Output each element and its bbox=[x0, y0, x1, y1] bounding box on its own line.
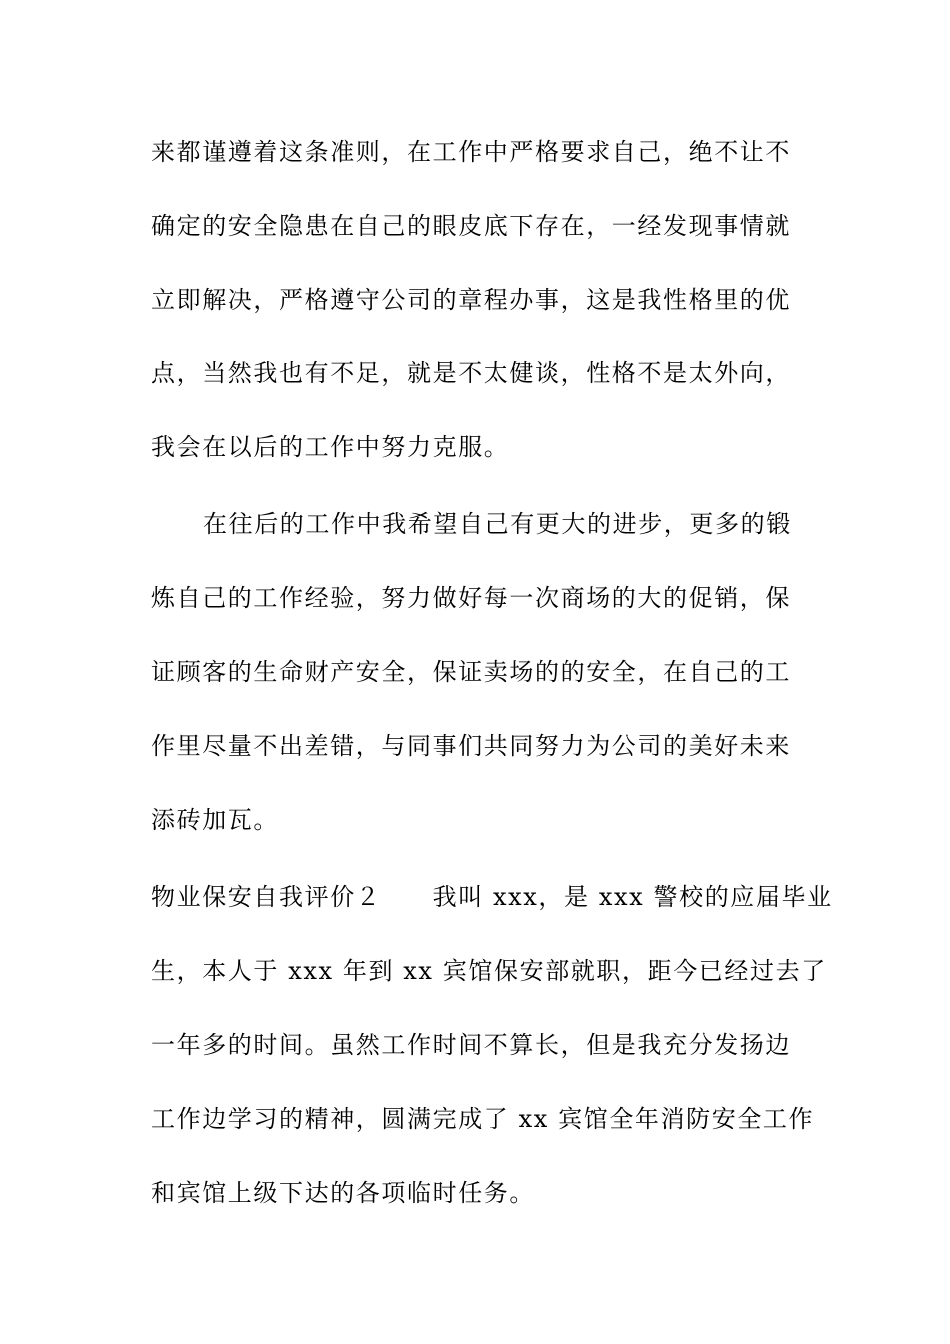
text-line: 炼自己的工作经验，努力做好每一次商场的大的促销，保 bbox=[151, 584, 791, 612]
text-line: 来都谨遵着这条准则，在工作中严格要求自己，绝不让不 bbox=[151, 138, 791, 166]
text-line: 工作边学习的精神，圆满完成了 xx 宾馆全年消防安全工作 bbox=[151, 1105, 815, 1133]
text-line: 添砖加瓦。 bbox=[151, 806, 279, 834]
text-line: 我会在以后的工作中努力克服。 bbox=[151, 433, 510, 461]
text-line: 立即解决，严格遵守公司的章程办事，这是我性格里的优 bbox=[151, 286, 791, 314]
text-line: 一年多的时间。虽然工作时间不算长，但是我充分发扬边 bbox=[151, 1031, 791, 1059]
text-line: 点，当然我也有不足，就是不太健谈，性格不是太外向， bbox=[151, 359, 791, 387]
text-line: 确定的安全隐患在自己的眼皮底下存在，一经发现事情就 bbox=[151, 212, 791, 240]
text-line: 证顾客的生命财产安全，保证卖场的的安全，在自己的工 bbox=[151, 658, 791, 686]
text-line: 生，本人于 xxx 年到 xx 宾馆保安部就职，距今已经过去了 bbox=[151, 957, 827, 985]
text-line-indented: 在往后的工作中我希望自己有更大的进步，更多的锻 bbox=[203, 510, 792, 538]
text-line: 和宾馆上级下达的各项临时任务。 bbox=[151, 1179, 535, 1207]
text-line: 物业保安自我评价２ 我叫 xxx，是 xxx 警校的应届毕业 bbox=[151, 883, 833, 911]
text-line: 作里尽量不出差错，与同事们共同努力为公司的美好未来 bbox=[151, 732, 791, 760]
